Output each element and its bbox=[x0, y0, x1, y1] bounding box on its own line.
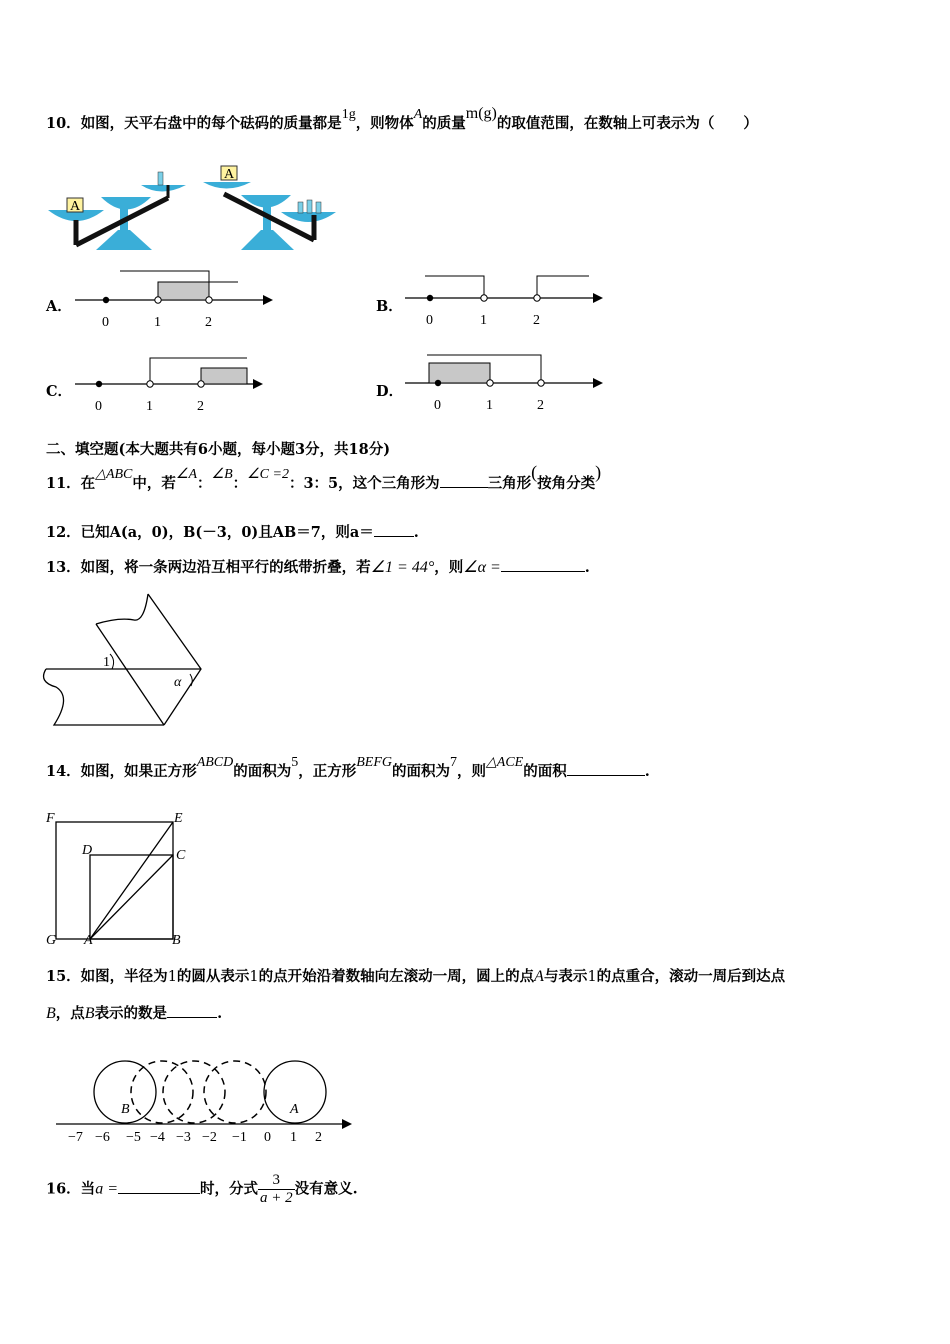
q14-blank bbox=[567, 761, 645, 776]
svg-text:2: 2 bbox=[537, 398, 544, 413]
svg-text:1: 1 bbox=[146, 399, 153, 414]
right-scale bbox=[203, 166, 336, 250]
svg-text:A: A bbox=[84, 933, 93, 948]
svg-text:F: F bbox=[46, 811, 55, 826]
svg-text:−1: −1 bbox=[232, 1130, 247, 1145]
folded-strip-figure bbox=[44, 592, 214, 732]
svg-text:1: 1 bbox=[480, 313, 487, 328]
balance-scales-figure bbox=[46, 160, 346, 255]
option-a-label: A． bbox=[46, 298, 72, 315]
q13-blank bbox=[501, 557, 585, 572]
svg-text:A: A bbox=[290, 1102, 299, 1117]
svg-text:1: 1 bbox=[290, 1130, 297, 1145]
left-scale bbox=[48, 172, 186, 250]
svg-text:C: C bbox=[176, 848, 186, 863]
svg-text:1: 1 bbox=[103, 655, 110, 670]
svg-text:0: 0 bbox=[426, 313, 433, 328]
svg-text:−4: −4 bbox=[150, 1130, 165, 1145]
svg-text:−5: −5 bbox=[126, 1130, 141, 1145]
svg-text:−3: −3 bbox=[176, 1130, 191, 1145]
q12-blank bbox=[374, 522, 414, 537]
svg-text:1: 1 bbox=[486, 398, 493, 413]
svg-text:0: 0 bbox=[264, 1130, 271, 1145]
svg-text:2: 2 bbox=[315, 1130, 322, 1145]
svg-text:0: 0 bbox=[95, 399, 102, 414]
q16-blank bbox=[118, 1179, 200, 1194]
option-c-label: C． bbox=[46, 383, 73, 400]
option-d-label: D． bbox=[376, 383, 404, 400]
svg-text:2: 2 bbox=[205, 315, 212, 330]
svg-text:E: E bbox=[174, 811, 183, 826]
section-2-heading: 二、填空题(本大题共有6小题，每小题3分，共18分) bbox=[46, 441, 391, 458]
option-c-numberline bbox=[75, 352, 275, 417]
q15-blank bbox=[167, 1003, 217, 1018]
svg-text:−2: −2 bbox=[202, 1130, 217, 1145]
svg-text:A: A bbox=[70, 199, 81, 214]
svg-text:B: B bbox=[121, 1102, 130, 1117]
q14-text: 14．如图，如果正方形ABCD的面积为5，正方形BEFG的面积为7，则△ACE的面积 . bbox=[46, 755, 650, 780]
svg-text:2: 2 bbox=[197, 399, 204, 414]
svg-text:0: 0 bbox=[434, 398, 441, 413]
svg-text:A: A bbox=[224, 167, 235, 182]
q13-text: 13．如图，将一条两边沿互相平行的纸带折叠，若∠1 = 44°，则∠α = . bbox=[46, 559, 590, 576]
squares-figure bbox=[44, 810, 194, 950]
svg-text:2: 2 bbox=[533, 313, 540, 328]
option-b-label: B． bbox=[376, 298, 403, 315]
svg-text:1: 1 bbox=[154, 315, 161, 330]
option-a-numberline bbox=[75, 268, 275, 333]
q15-line2: B，点B表示的数是 . bbox=[46, 1005, 223, 1022]
q12-text: 12．已知A(a，0)，B(－3，0)且AB＝7，则a＝ . bbox=[46, 524, 419, 541]
svg-text:G: G bbox=[46, 933, 57, 948]
rolling-circle-figure bbox=[52, 1048, 357, 1148]
svg-text:B: B bbox=[172, 933, 181, 948]
q15-line1: 15．如图，半径为1的圆从表示1的点开始沿着数轴向左滚动一周，圆上的点A与表示1的点重合，滚动一周后到达点 bbox=[46, 968, 786, 985]
svg-text:−6: −6 bbox=[95, 1130, 110, 1145]
svg-text:0: 0 bbox=[102, 315, 109, 330]
option-b-numberline bbox=[405, 268, 605, 333]
q16-text: 16．当a = 时，分式 $\frac{3}{a + 2}$ 没有意义. bbox=[46, 1172, 358, 1206]
q10-text: 10．如图，天平右盘中的每个砝码的质量都是1g，则物体A的质量m(g)的取值范围，在数轴上可表示为（ ） bbox=[46, 105, 758, 132]
q11-text: 11．在△ABC中，若∠A：∠B：∠C =2：3：5，这个三角形为 三角形(按角分类) bbox=[46, 462, 602, 492]
svg-text:−7: −7 bbox=[68, 1130, 83, 1145]
svg-text:α: α bbox=[174, 675, 182, 690]
svg-text:D: D bbox=[82, 843, 93, 858]
q11-blank bbox=[440, 473, 488, 488]
option-d-numberline bbox=[405, 350, 605, 415]
q16-fraction: $\frac{3}{a + 2}$ bbox=[259, 1172, 293, 1206]
